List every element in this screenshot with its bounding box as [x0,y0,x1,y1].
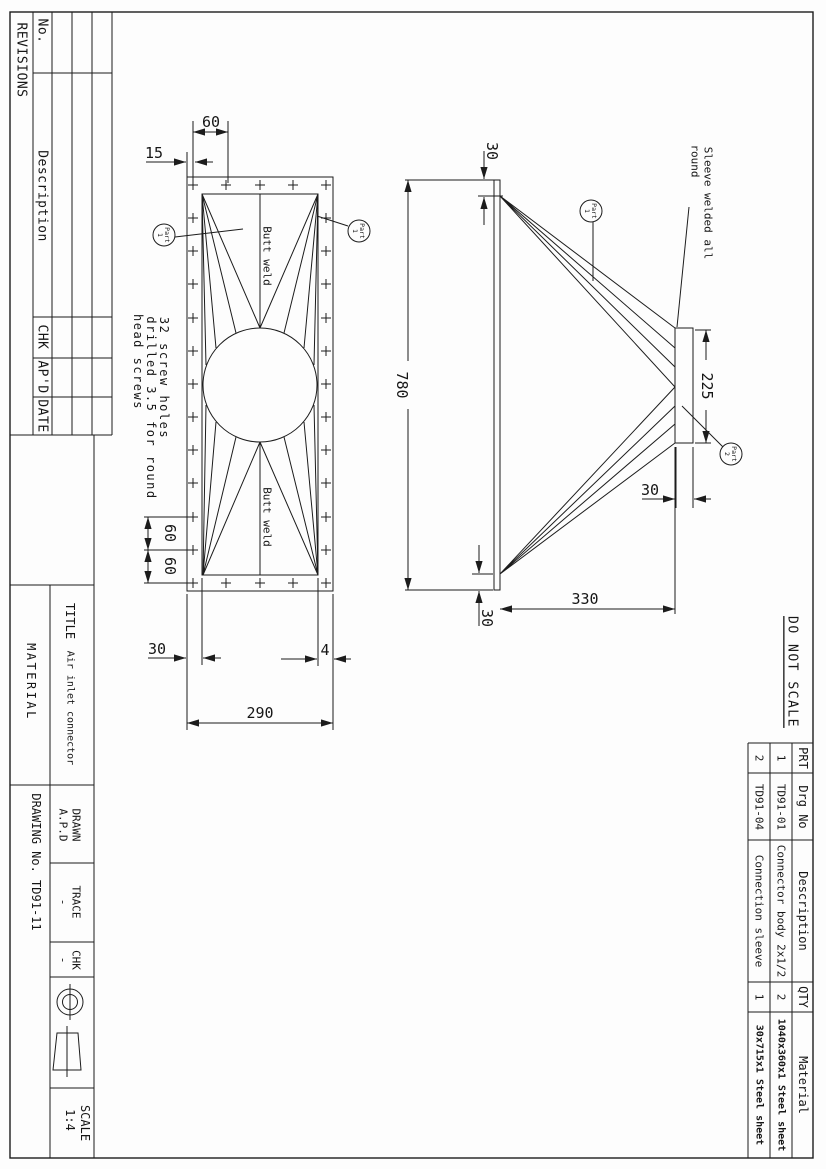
svg-text:1: 1 [156,233,164,237]
part2-prt: 2 [752,754,766,762]
part1-balloon-left [153,224,243,246]
sleeve [675,328,693,443]
parts-row-2 [753,755,766,1146]
leader-line [175,229,243,237]
part2-balloon [682,406,742,465]
dim-30-side-bottom [472,545,496,627]
butt-weld-label-bottom: Butt weld [260,487,274,547]
drawing-no: DRAWING No. TD91-11 [29,793,43,931]
dim-780 [393,180,494,590]
leader-line [682,406,723,447]
svg-text:30: 30 [478,608,496,628]
do-not-scale-note: DO NOT SCALE [784,616,800,728]
chk-value: - [56,956,70,964]
parts-header-drg: Drg No [796,785,810,829]
chk-label: CHK [69,950,83,970]
drawn-label: DRAWN [69,808,83,842]
svg-text:Part: Part [163,227,171,243]
dim-30-sleeve [641,447,711,508]
dim-290 [187,665,333,730]
dim-225 [695,330,716,443]
part1-balloon-right [317,216,370,242]
dim-330 [500,447,675,614]
first-angle-projection-icon [53,984,83,1077]
svg-text:1: 1 [583,209,591,213]
svg-text:Part: Part [590,203,598,219]
part1-desc: Connector body 2x1/2 [774,844,788,978]
svg-text:1: 1 [351,229,359,233]
round-opening [203,328,317,442]
sleeve-weld-note [677,144,715,327]
part2-mat: 30x715x1 Steel sheet [753,1024,765,1146]
svg-text:Part: Part [730,446,738,462]
svg-text:60: 60 [201,113,221,131]
svg-text:30: 30 [483,141,501,161]
svg-text:780: 780 [393,371,411,399]
revisions-col-date: DATE [34,399,50,433]
svg-text:290: 290 [246,704,274,722]
part2-qty: 1 [752,993,766,1001]
dim-60-top [193,113,228,183]
svg-text:225: 225 [698,372,716,400]
svg-text:head screws: head screws [131,314,145,410]
sheet-border [10,12,813,1158]
revisions-col-chk: CHK [34,324,50,350]
side-view [393,142,742,627]
svg-text:60: 60 [161,523,179,543]
drawn-value: A.P.D [56,808,70,842]
revisions-col-apd: AP'D [34,360,50,394]
screw-hole-note [131,314,171,500]
parts-header-prt: PRT [796,747,810,769]
parts-row-1 [775,755,788,1152]
trace-label: TRACE [69,885,83,919]
revisions-col-description: Description [34,150,50,242]
revisions-title: REVISIONS [13,22,29,98]
svg-text:15: 15 [144,144,164,162]
title-label: TITLE [63,602,77,640]
parts-header-desc: Description [796,871,810,951]
butt-weld-label-top: Butt weld [260,226,274,286]
title-block [10,435,94,1158]
plan-view [131,113,370,730]
scale-label: SCALE [78,1104,92,1142]
svg-text:4: 4 [320,641,330,659]
svg-text:30: 30 [640,481,660,499]
part1-qty: 2 [774,993,788,1001]
svg-text:Sleeve welded all: Sleeve welded all [701,146,715,260]
svg-text:drilled 3.5 for round: drilled 3.5 for round [144,316,158,500]
svg-text:30: 30 [147,640,167,658]
flange [494,180,500,590]
material-label: MATERIAL [24,643,38,721]
leader-line [677,207,689,327]
parts-header-qty: QTY [796,986,810,1008]
part1-prt: 1 [774,754,788,762]
dim-30-side-top [478,142,503,225]
title-value: Air inlet connector [64,650,76,766]
trace-value: - [56,898,70,906]
svg-text:2: 2 [723,452,731,456]
svg-text:330: 330 [571,590,599,608]
scale-value: 1:4 [63,1109,77,1131]
svg-text:32 screw holes: 32 screw holes [157,316,171,440]
parts-table [748,743,813,1158]
part2-desc: Connection sleeve [752,854,766,968]
dim-15 [145,144,213,177]
svg-text:60: 60 [161,556,179,576]
svg-text:round: round [688,144,702,178]
part2-drg: TD91-04 [752,783,766,831]
part1-mat: 1040x360x1 Steel sheet [775,1018,787,1152]
dim-60-60-left [144,517,190,583]
part1-drg: TD91-01 [774,783,788,831]
parts-header-mat: Material [796,1056,810,1114]
revisions-table [10,12,112,435]
revisions-col-no: No. [34,18,50,44]
svg-text:Part: Part [358,223,366,239]
